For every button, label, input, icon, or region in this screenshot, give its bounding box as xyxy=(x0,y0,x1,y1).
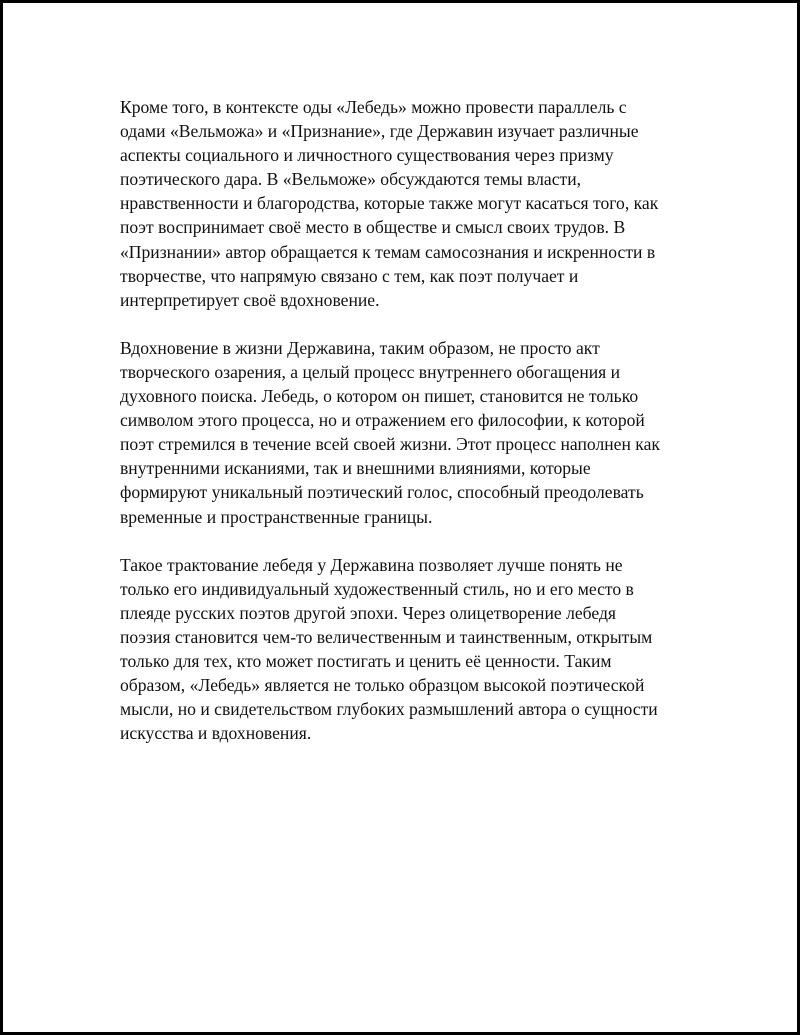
text-line: «Признании» автор обращается к темам самосознания и искренности в xyxy=(120,241,656,262)
text-line: нравственности и благородства, которые также могут касаться того, как xyxy=(120,193,659,214)
text-line: мысли, но и свидетельством глубоких размышлений автора о сущности xyxy=(120,699,658,720)
document-body xyxy=(120,95,700,769)
paragraph-1 xyxy=(120,95,700,312)
text-line: поэтического дара. В «Вельможе» обсуждаются темы власти, xyxy=(120,169,582,190)
text-line: временные и пространственные границы. xyxy=(120,506,433,527)
text-line: искусства и вдохновения. xyxy=(120,723,312,744)
text-line: духовного поиска. Лебедь, о котором он пишет, становится не только xyxy=(120,386,639,407)
text-line: творчестве, что напрямую связано с тем, как поэт получает и xyxy=(120,265,579,286)
text-line: Вдохновение в жизни Державина, таким образом, не просто акт xyxy=(120,337,600,358)
text-line: внутренними исканиями, так и внешними влияниями, которые xyxy=(120,458,591,479)
text-line: формируют уникальный поэтический голос, способный преодолевать xyxy=(120,482,644,503)
text-line: поэт воспринимает своё место в обществе и смысл своих трудов. В xyxy=(120,217,626,238)
text-line: поэзия становится чем-то величественным и таинственным, открытым xyxy=(120,626,653,647)
text-line: поэт стремился в течение всей своей жизни. Этот процесс наполнен как xyxy=(120,434,660,455)
text-line: творческого озарения, а целый процесс внутреннего обогащения и xyxy=(120,361,621,382)
text-line: одами «Вельможа» и «Признание», где Державин изучает различные xyxy=(120,121,639,142)
text-line: Кроме того, в контексте оды «Лебедь» можно провести параллель с xyxy=(120,97,627,117)
text-line: символом этого процесса, но и отражением его философии, к которой xyxy=(120,410,645,431)
text-line: интерпретирует своё вдохновение. xyxy=(120,289,380,310)
paragraph-2 xyxy=(120,336,700,529)
paragraph-3 xyxy=(120,553,700,746)
text-line: аспекты социального и личностного существования через призму xyxy=(120,145,614,166)
text-line: только его индивидуальный художественный стиль, но и его место в xyxy=(120,578,634,599)
text-line: только для тех, кто может постигать и ценить её ценности. Таким xyxy=(120,650,612,671)
text-line: Такое трактование лебедя у Державина позволяет лучше понять не xyxy=(120,554,623,575)
text-line: образом, «Лебедь» является не только образцом высокой поэтической xyxy=(120,675,645,696)
text-line: плеяде русских поэтов другой эпохи. Через олицетворение лебедя xyxy=(120,602,617,623)
